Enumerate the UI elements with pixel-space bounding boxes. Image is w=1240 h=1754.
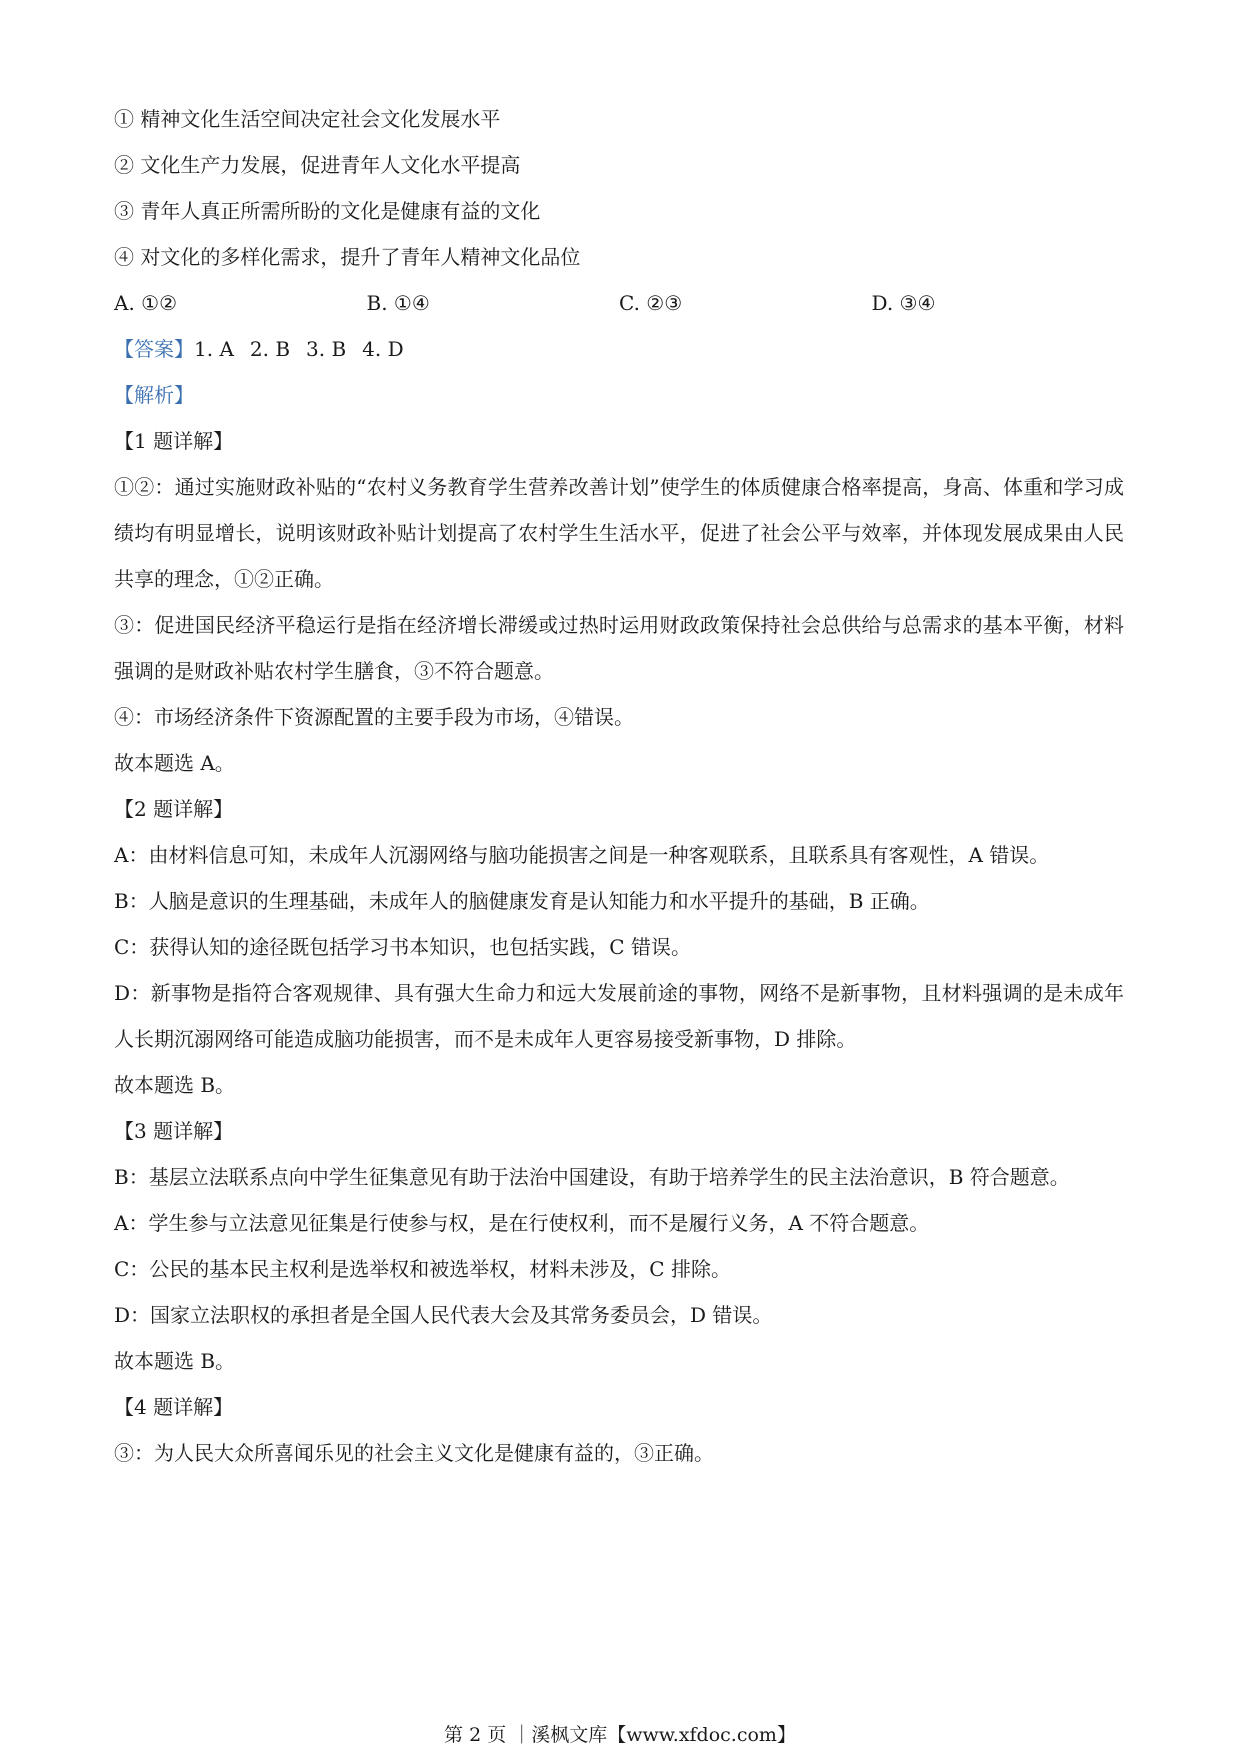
q4-heading: 【4 题详解】 [114,1395,234,1419]
q2-heading: 【2 题详解】 [114,797,234,821]
q1-paragraph: ①②：通过实施财政补贴的“农村义务教育学生营养改善计划”使学生的体质健康合格率提高，身高、体重和学习成绩均有明显增长，说明该财政补贴计划提高了农村学生生活水平，促进了社会公平与效率，并体现发展成果由人民共享的理念，①②正确。 [114,475,1124,591]
q1-heading: 【1 题详解】 [114,429,234,453]
q3-paragraph: D：国家立法职权的承担者是全国人民代表大会及其常务委员会，D 错误。 [114,1303,773,1327]
option-d: D. ③④ [871,291,936,315]
statement-3: ③ 青年人真正所需所盼的文化是健康有益的文化 [114,199,541,223]
q1-paragraph: ③：促进国民经济平稳运行是指在经济增长滞缓或过热时运用财政政策保持社会总供给与总需求的基本平衡，材料强调的是财政补贴农村学生膳食，③不符合题意。 [114,613,1124,683]
q4-paragraph: ③：为人民大众所喜闻乐见的社会主义文化是健康有益的，③正确。 [114,1441,714,1465]
answer-item: 3. B [306,337,347,361]
q2-paragraph: A：由材料信息可知，未成年人沉溺网络与脑功能损害之间是一种客观联系，且联系具有客观性，A 错误。 [114,843,1050,867]
q3-heading: 【3 题详解】 [114,1119,234,1143]
option-a: A. ①② [114,291,178,315]
answer-line [114,326,1124,372]
answer-item: 4. D [362,337,404,361]
q3-paragraph: B：基层立法联系点向中学生征集意见有助于法治中国建设，有助于培养学生的民主法治意识，B 符合题意。 [114,1165,1070,1189]
q2-paragraph: D：新事物是指符合客观规律、具有强大生命力和远大发展前途的事物，网络不是新事物，且材料强调的是未成年人长期沉溺网络可能造成脑功能损害，而不是未成年人更容易接受新事物，D 排除。 [114,981,1124,1051]
q1-paragraph: ④：市场经济条件下资源配置的主要手段为市场，④错误。 [114,705,634,729]
q2-conclusion: 故本题选 B。 [114,1073,236,1097]
q2-paragraph: B：人脑是意识的生理基础，未成年人的脑健康发育是认知能力和水平提升的基础，B 正确。 [114,889,930,913]
q3-paragraph: A：学生参与立法意见征集是行使参与权，是在行使权利，而不是履行义务，A 不符合题意。 [114,1211,930,1235]
page-footer: 第 2 页 ｜溪枫文库【www.xfdoc.com】 [444,1724,796,1746]
answer-options [114,280,1124,326]
answer-item: 1. A [194,337,234,361]
q2-paragraph: C：获得认知的途径既包括学习书本知识，也包括实践，C 错误。 [114,935,691,959]
q1-conclusion: 故本题选 A。 [114,751,235,775]
option-c: C. ②③ [619,291,683,315]
statement-1: ① 精神文化生活空间决定社会文化发展水平 [114,107,501,131]
answer-item: 2. B [249,337,291,361]
statement-2: ② 文化生产力发展，促进青年人文化水平提高 [114,153,521,177]
answer-tag: 【答案】 [114,337,194,361]
document-page [114,96,1124,1476]
q3-paragraph: C：公民的基本民主权利是选举权和被选举权，材料未涉及，C 排除。 [114,1257,731,1281]
analysis-tag: 【解析】 [114,383,194,407]
option-b: B. ①④ [366,291,430,315]
statement-4: ④ 对文化的多样化需求，提升了青年人精神文化品位 [114,245,581,269]
q3-conclusion: 故本题选 B。 [114,1349,236,1373]
